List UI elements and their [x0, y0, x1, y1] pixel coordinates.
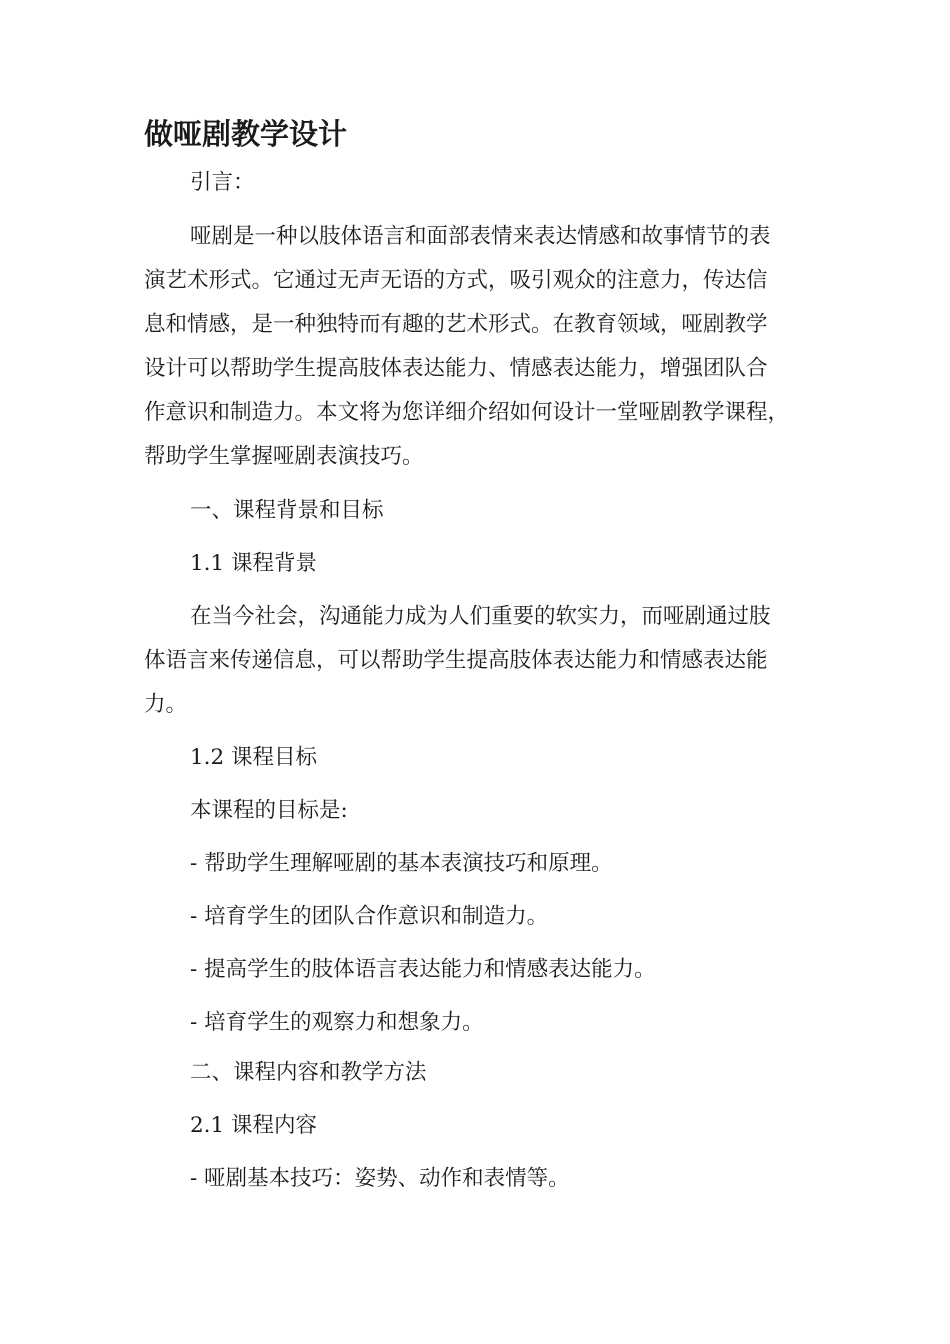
subsection-heading: 1.1 课程背景	[190, 551, 318, 576]
intro-paragraph-line: 哑剧是一种以肢体语言和面部表情来表达情感和故事情节的表	[190, 224, 771, 249]
intro-label: 引言：	[190, 170, 255, 195]
section-heading: 一、课程背景和目标	[190, 498, 384, 523]
goal-item: - 提高学生的肢体语言表达能力和情感表达能力。	[190, 957, 656, 982]
intro-paragraph-line: 演艺术形式。它通过无声无语的方式，吸引观众的注意力，传达信	[144, 268, 768, 293]
section-heading: 二、课程内容和教学方法	[190, 1060, 427, 1085]
goals-intro: 本课程的目标是:	[190, 798, 348, 823]
content-item: - 哑剧基本技巧：姿势、动作和表情等。	[190, 1166, 570, 1191]
background-paragraph-line: 力。	[144, 692, 188, 717]
goal-item: - 帮助学生理解哑剧的基本表演技巧和原理。	[190, 851, 613, 876]
background-paragraph-line: 在当今社会，沟通能力成为人们重要的软实力，而哑剧通过肢	[190, 604, 771, 629]
subsection-heading: 1.2 课程目标	[190, 745, 318, 770]
background-paragraph-line: 体语言来传递信息，可以帮助学生提高肢体表达能力和情感表达能	[144, 648, 768, 673]
subsection-heading: 2.1 课程内容	[190, 1113, 318, 1138]
goal-item: - 培育学生的观察力和想象力。	[190, 1010, 484, 1035]
document-title: 做哑剧教学设计	[144, 117, 348, 151]
intro-paragraph-line: 帮助学生掌握哑剧表演技巧。	[144, 444, 424, 469]
intro-paragraph-line: 息和情感，是一种独特而有趣的艺术形式。在教育领域，哑剧教学	[144, 312, 768, 337]
goal-item: - 培育学生的团队合作意识和制造力。	[190, 904, 549, 929]
intro-paragraph-line: 作意识和制造力。本文将为您详细介绍如何设计一堂哑剧教学课程，	[144, 400, 790, 425]
intro-paragraph-line: 设计可以帮助学生提高肢体表达能力、情感表达能力，增强团队合	[144, 356, 768, 381]
